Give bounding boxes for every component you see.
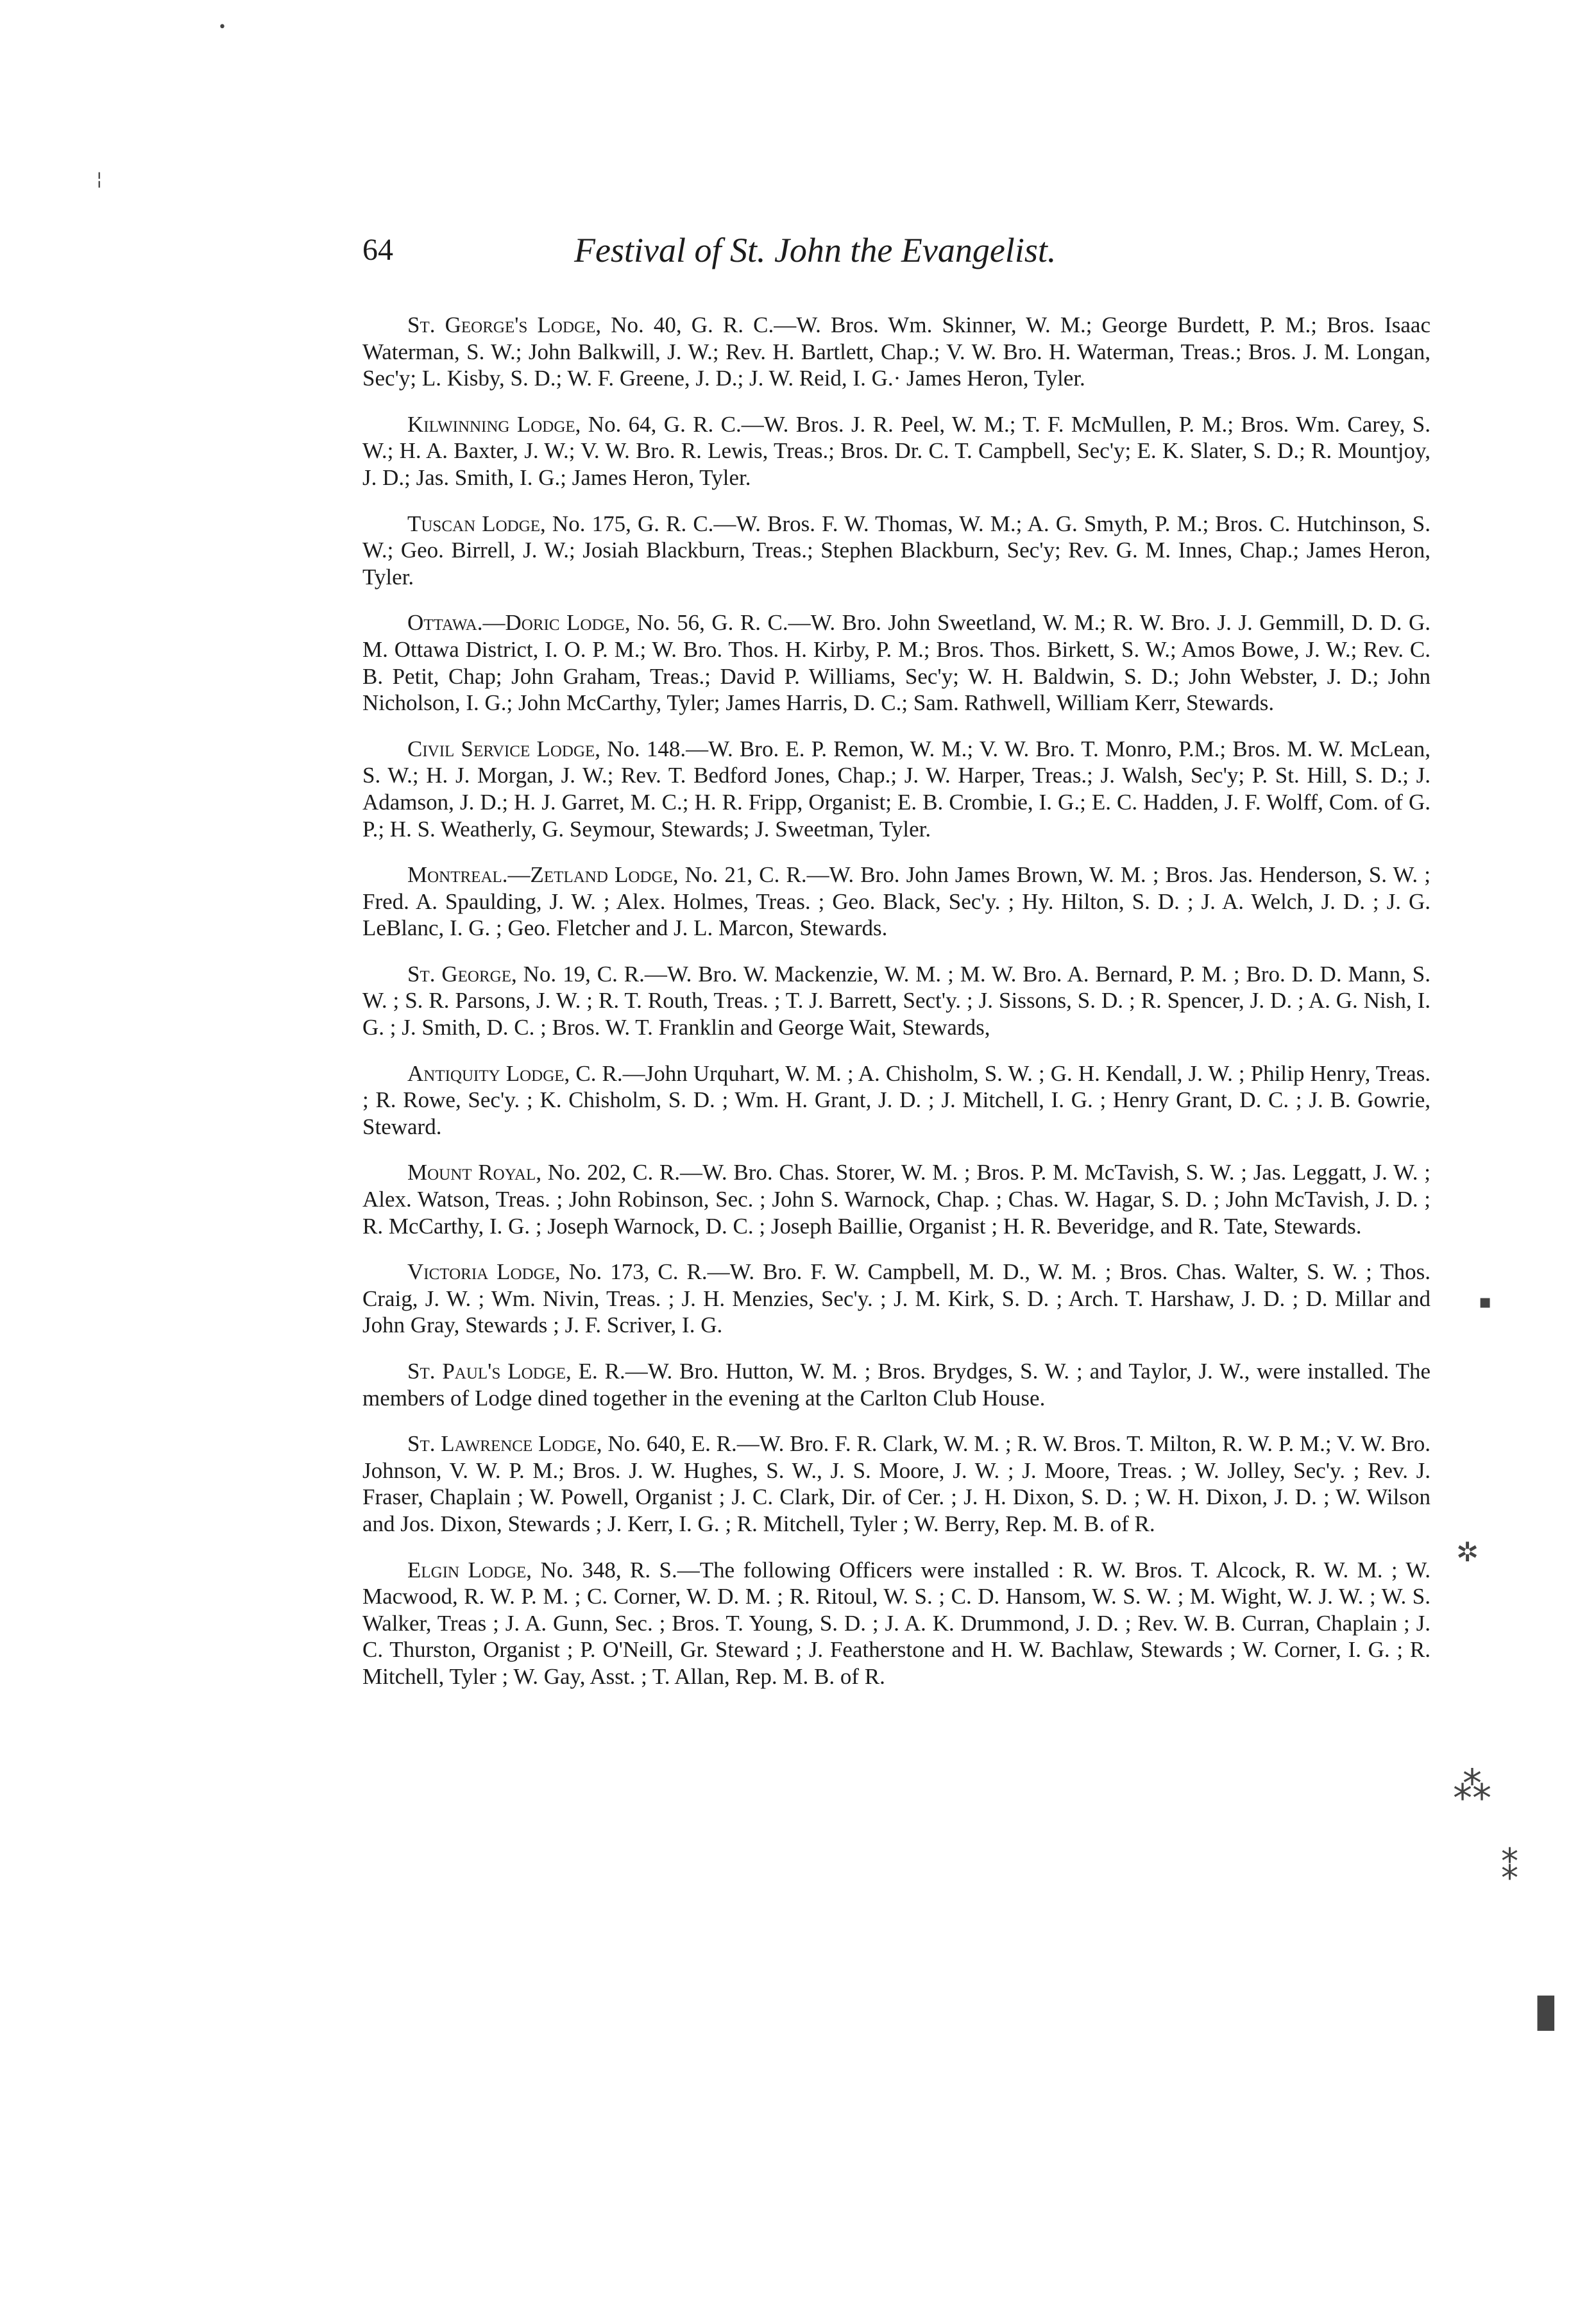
lodge-name: St. Lawrence Lodge, [407,1431,602,1457]
lodge-paragraph [362,1259,1430,1339]
lodge-name: Ottawa.—Doric Lodge, [407,610,631,636]
lodge-paragraph [362,1159,1430,1239]
scan-speck: ✲ [1456,1536,1479,1568]
lodge-paragraph [362,961,1430,1041]
lodge-name: Elgin Lodge, [407,1557,532,1583]
officer-list: No. 40, G. R. C.—W. Bros. Wm. Skinner, W. M.; George Burdett, P. M.; Bros. Isaac Waterman, S. W.; John Balkwill, J. W.; Rev. H. Bartlett, Chap.; V. W. Bro. H. Waterman, Treas.; Bros. J. M. Longan, Sec'y; L. Kisby, S. D.; W. F. Greene, J. D.; J. W. Reid, I. G.· James Heron, Tyler. [362,312,1430,391]
lodge-paragraph [362,609,1430,716]
officer-list: No. 64, G. R. C.—W. Bros. J. R. Peel, W. M.; T. F. McMullen, P. M.; Bros. Wm. Carey, S. W.; H. A. Baxter, J. W.; V. W. Bro. R. Lewis, Treas.; Bros. Dr. C. T. Campbell, Sec'y; E. K. Slater, S. D.; R. Mountjoy, J. D.; Jas. Smith, I. G.; James Heron, Tyler. [362,411,1431,490]
lodge-paragraph [362,736,1430,842]
scan-speck: ▮ [1533,1982,1559,2036]
lodge-name: Civil Service Lodge, [407,736,601,761]
lodge-list [362,312,1430,1710]
lodge-paragraph [362,411,1430,491]
officer-list: C. R.—John Urquhart, W. M. ; A. Chisholm, S. W. ; G. H. Kendall, J. W. ; Philip Henry, Treas. ; R. Rowe, Sec'y. ; K. Chisholm, S. D. ; Wm. H. Grant, J. D. ; J. Mitchell, I. G. ; Henry Grant, D. C. ; J. B. Gowrie, Steward. [362,1060,1431,1139]
lodge-paragraph [362,1557,1430,1690]
lodge-paragraph [362,312,1430,392]
scan-speck: ▪ [1479,1291,1492,1313]
page-number: 64 [362,233,393,267]
lodge-paragraph [362,1430,1430,1537]
lodge-name: Mount Royal, [407,1160,542,1185]
lodge-paragraph [362,511,1430,591]
lodge-paragraph [362,861,1430,942]
page-header [362,231,1430,282]
officer-list: No. 148.—W. Bro. E. P. Remon, W. M.; V. W. Bro. T. Monro, P.M.; Bros. M. W. McLean, S. W.; H. J. Morgan, J. W.; Rev. T. Bedford Jones, Chap.; J. W. Harper, Treas.; J. Walsh, Sec'y; P. St. Hill, S. D.; J. Adamson, J. D.; H. J. Garret, M. C.; H. R. Fripp, Organist; E. B. Crombie, I. G.; E. C. Hadden, J. F. Wolff, Com. of G. P.; H. S. Weatherly, G. Seymour, Stewards; J. Sweetman, Tyler. [362,736,1430,842]
officer-list: No. 56, G. R. C.—W. Bro. John Sweetland, W. M.; R. W. Bro. J. J. Gemmill, D. D. G. M. Ottawa District, I. O. P. M.; W. Bro. Thos. H. Kirby, P. M.; Bros. Thos. Birkett, S. W.; Amos Bowe, J. W.; Rev. C. B. Petit, Chap; John Graham, Treas.; David P. Williams, Sec'y; W. H. Baldwin, S. D.; John Webster, J. D.; John Nicholson, I. G.; John McCarthy, Tyler; James Harris, D. C.; Sam. Rathwell, William Kerr, Stewards. [362,610,1430,716]
officer-list: No. 175, G. R. C.—W. Bros. F. W. Thomas, W. M.; A. G. Smyth, P. M.; Bros. C. Hutchinson, S. W.; Geo. Birrell, J. W.; Josiah Blackburn, Treas.; Stephen Blackburn, Sec'y; Rev. G. M. Innes, Chap.; James Heron, Tyler. [362,511,1430,590]
running-title: Festival of St. John the Evangelist. [574,231,1057,269]
lodge-name: Tuscan Lodge, [407,511,546,536]
scan-speck: • [218,19,226,35]
officer-list: No. 640, E. R.—W. Bro. F. R. Clark, W. M. ; R. W. Bros. T. Milton, R. W. P. M.; V. W. Bro. Johnson, V. W. P. M.; Bros. J. W. Hughes, S. W., J. S. Moore, J. W. ; J. Moore, Treas. ; W. Jolley, Sec'y. ; Rev. J. Fraser, Chaplain ; W. Powell, Organist ; J. C. Clark, Dir. of Cer. ; J. H. Dixon, S. D. ; W. H. Dixon, J. D. ; W. Wilson and Jos. Dixon, Stewards ; J. Kerr, I. G. ; R. Mitchell, Tyler ; W. Berry, Rep. M. B. of R. [362,1431,1430,1536]
lodge-name: Montreal.—Zetland Lodge, [407,862,679,888]
lodge-name: Antiquity Lodge, [407,1060,570,1086]
scan-speck: ⁑ [1501,1847,1518,1888]
officer-list: No. 348, R. S.—The following Officers were installed : R. W. Bros. T. Alcock, R. W. M. ; W. Macwood, R. W. P. M. ; C. Corner, W. D. M. ; R. Ritoul, W. S. ; C. D. Hansom, W. S. W. ; M. Wight, W. J. W. ; W. S. Walker, Treas ; J. A. Gunn, Sec. ; Bros. T. Young, S. D. ; J. A. K. Drummond, J. D. ; Rev. W. B. Curran, Chaplain ; J. C. Thurston, Organist ; P. O'Neill, Gr. Steward ; J. Featherstone and H. W. Bachlaw, Stewards ; W. Corner, I. G. ; R. Mitchell, Tyler ; W. Gay, Asst. ; T. Allan, Rep. M. B. of R. [362,1557,1430,1689]
officer-list: No. 21, C. R.—W. Bro. John James Brown, W. M. ; Bros. Jas. Henderson, S. W. ; Fred. A. Spaulding, J. W. ; Alex. Holmes, Treas. ; Geo. Black, Sec'y. ; Hy. Hilton, S. D. ; J. A. Welch, J. D. ; J. G. LeBlanc, I. G. ; Geo. Fletcher and J. L. Marcon, Stewards. [362,862,1430,941]
officer-list: E. R.—W. Bro. Hutton, W. M. ; Bros. Brydges, S. W. ; and Taylor, J. W., were installed. The members of Lodge dined together in the evening at the Carlton Club House. [362,1359,1430,1411]
lodge-paragraph [362,1060,1430,1141]
lodge-name: Kilwinning Lodge, [407,411,581,437]
lodge-name: St. Paul's Lodge, [407,1359,572,1384]
officer-list: No. 202, C. R.—W. Bro. Chas. Storer, W. M. ; Bros. P. M. McTavish, S. W. ; Jas. Leggatt, J. W. ; Alex. Watson, Treas. ; John Robinson, Sec. ; John S. Warnock, Chap. ; Chas. W. Hagar, S. D. ; John McTavish, J. D. ; R. McCarthy, I. G. ; Joseph Warnock, D. C. ; Joseph Baillie, Organist ; H. R. Beveridge, and R. Tate, Stewards. [362,1160,1431,1239]
lodge-name: Victoria Lodge, [407,1259,561,1285]
officer-list: No. 173, C. R.—W. Bro. F. W. Campbell, M. D., W. M. ; Bros. Chas. Walter, S. W. ; Thos. Craig, J. W. ; Wm. Nivin, Treas. ; J. H. Menzies, Sec'y. ; J. M. Kirk, S. D. ; Arch. T. Harshaw, J. D. ; D. Millar and John Gray, Stewards ; J. F. Scriver, I. G. [362,1259,1430,1338]
lodge-name: St. George, [407,961,517,987]
lodge-name: St. George's Lodge, [407,312,602,337]
lodge-paragraph [362,1358,1430,1411]
officer-list: No. 19, C. R.—W. Bro. W. Mackenzie, W. M. ; M. W. Bro. A. Bernard, P. M. ; Bro. D. D. Mann, S. W. ; S. R. Parsons, J. W. ; R. T. Routh, Treas. ; T. J. Barrett, Sect'y. ; J. Sissons, S. D. ; R. Spencer, J. D. ; A. G. Nish, I. G. ; J. Smith, D. C. ; Bros. W. T. Franklin and George Wait, Stewards, [362,961,1431,1040]
scan-speck: ¦ [96,168,103,189]
scan-speck: ⁂ [1453,1764,1491,1809]
